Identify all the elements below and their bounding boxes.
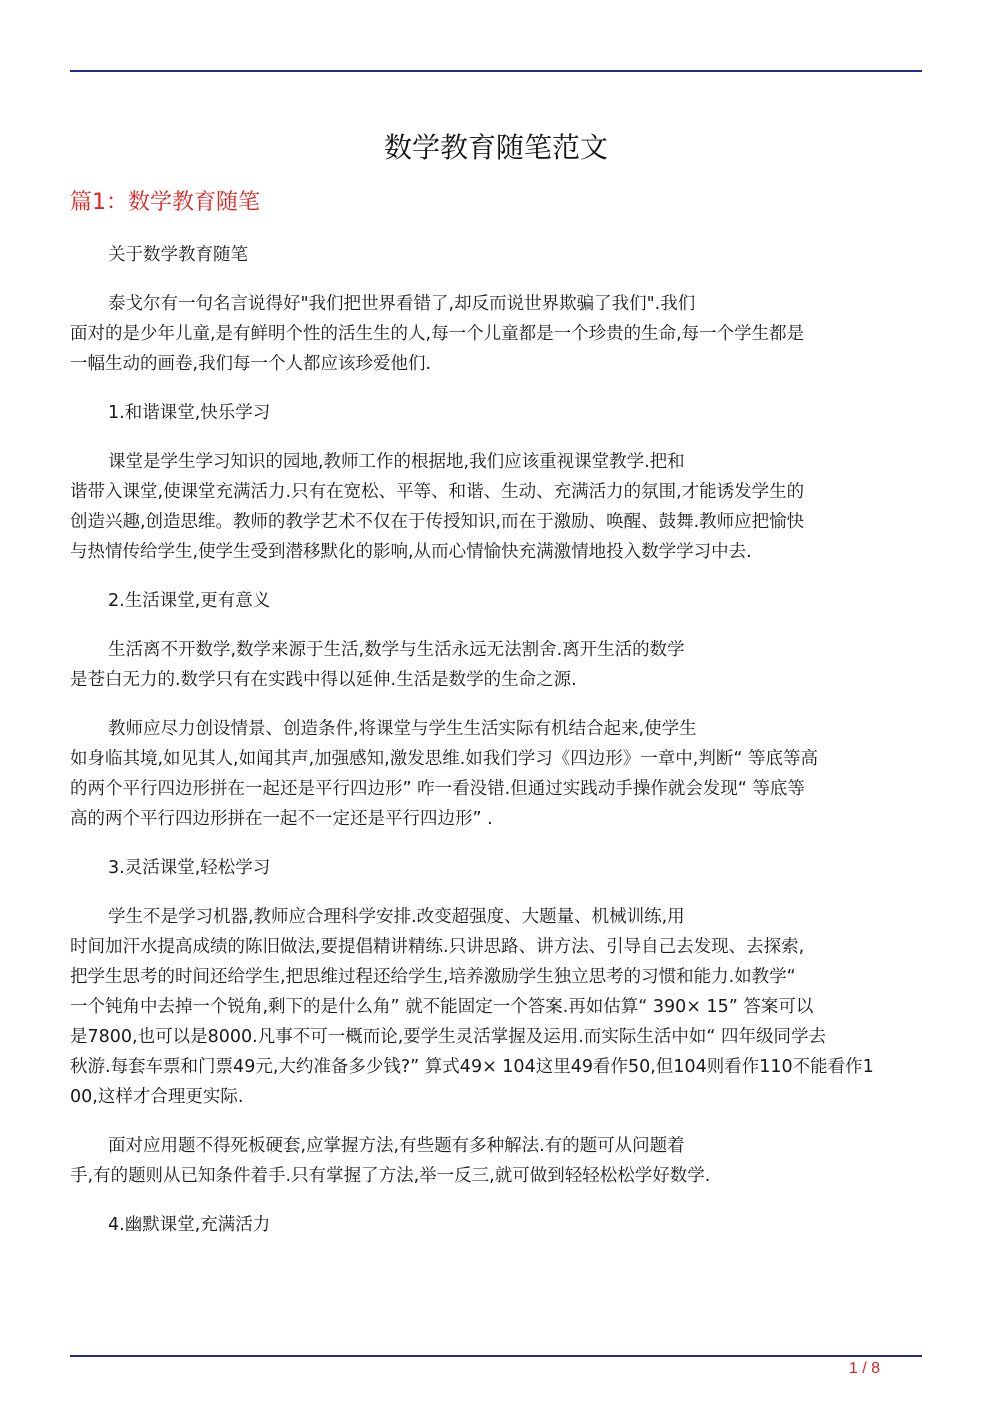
paragraph-line: 教师应尽力创设情景、创造条件,将课堂与学生生活实际有机结合起来,使学生 — [108, 719, 697, 739]
paragraph-line: 1.和谐课堂,快乐学习 — [108, 403, 271, 423]
paragraph — [70, 586, 922, 616]
paragraph-line: 手,有的题则从已知条件着手.只有掌握了方法,举一反三,就可做到轻轻松松学好数学. — [70, 1166, 711, 1186]
paragraph — [70, 398, 922, 428]
document-body — [70, 240, 922, 1259]
paragraph-line: 3.灵活课堂,轻松学习 — [108, 858, 271, 878]
paragraph — [70, 1210, 922, 1240]
paragraph-line: 是7800,也可以是8000.凡事不可一概而论,要学生灵活掌握及运用.而实际生活中如“ 四年级同学去 — [70, 1027, 826, 1047]
paragraph-line: 与热情传给学生,使学生受到潜移默化的影响,从而心情愉快充满激情地投入数学学习中去. — [70, 542, 752, 562]
paragraph-line: 一幅生动的画卷,我们每一个人都应该珍爱他们. — [70, 354, 432, 374]
header-rule — [70, 70, 922, 72]
paragraph-line: 把学生思考的时间还给学生,把思维过程还给学生,培养激励学生独立思考的习惯和能力.如教学“ — [70, 967, 796, 987]
paragraph — [70, 289, 922, 379]
paragraph-line: 时间加汗水提高成绩的陈旧做法,要提倡精讲精练.只讲思路、讲方法、引导自己去发现、去探索, — [70, 937, 805, 957]
paragraph — [70, 714, 922, 834]
page-indicator: 1 / 8 — [848, 1360, 880, 1377]
paragraph-line: 00,这样才合理更实际. — [70, 1087, 244, 1107]
paragraph-line: 课堂是学生学习知识的园地,教师工作的根据地,我们应该重视课堂教学.把和 — [108, 452, 685, 472]
paragraph-line: 关于数学教育随笔 — [108, 245, 248, 265]
paragraph-line: 谐带入课堂,使课堂充满活力.只有在宽松、平等、和谐、生动、充满活力的氛围,才能诱发学生的 — [70, 482, 805, 502]
paragraph-line: 生活离不开数学,数学来源于生活,数学与生活永远无法割舍.离开生活的数学 — [108, 640, 685, 660]
paragraph-line: 是苍白无力的.数学只有在实践中得以延伸.生活是数学的生命之源. — [70, 670, 577, 690]
section-heading: 篇1：数学教育随笔 — [70, 190, 260, 215]
paragraph — [70, 447, 922, 567]
paragraph — [70, 1131, 922, 1191]
paragraph — [70, 902, 922, 1112]
paragraph-line: 面对的是少年儿童,是有鲜明个性的活生生的人,每一个儿童都是一个珍贵的生命,每一个学生都是 — [70, 324, 805, 344]
paragraph — [70, 635, 922, 695]
paragraph-line: 2.生活课堂,更有意义 — [108, 591, 271, 611]
paragraph-line: 泰戈尔有一句名言说得好"我们把世界看错了,却反而说世界欺骗了我们".我们 — [108, 294, 696, 314]
paragraph-line: 创造兴趣,创造思维。教师的教学艺术不仅在于传授知识,而在于激励、唤醒、鼓舞.教师应把愉快 — [70, 512, 805, 532]
paragraph-line: 面对应用题不得死板硬套,应掌握方法,有些题有多种解法.有的题可从问题着 — [108, 1136, 685, 1156]
paragraph-line: 高的两个平行四边形拼在一起不一定还是平行四边形” . — [70, 809, 493, 829]
paragraph-line: 的两个平行四边形拼在一起还是平行四边形” 咋一看没错.但通过实践动手操作就会发现“ 等底等 — [70, 779, 805, 799]
document-title: 数学教育随笔范文 — [383, 131, 608, 164]
paragraph-line: 秋游.每套车票和门票49元,大约准备多少钱?” 算式49× 104这里49看作50,但104则看作110不能看作1 — [70, 1057, 874, 1077]
paragraph-line: 如身临其境,如见其人,如闻其声,加强感知,激发思维.如我们学习《四边形》一章中,判断“ 等底等高 — [70, 749, 819, 769]
paragraph-line: 一个钝角中去掉一个锐角,剩下的是什么角” 就不能固定一个答案.再如估算“ 390× 15” 答案可以 — [70, 997, 814, 1017]
paragraph-line: 学生不是学习机器,教师应合理科学安排.改变超强度、大题量、机械训练,用 — [108, 907, 685, 927]
paragraph-line: 4.幽默课堂,充满活力 — [108, 1215, 271, 1235]
paragraph — [70, 240, 922, 270]
paragraph — [70, 853, 922, 883]
footer-rule — [70, 1355, 922, 1357]
